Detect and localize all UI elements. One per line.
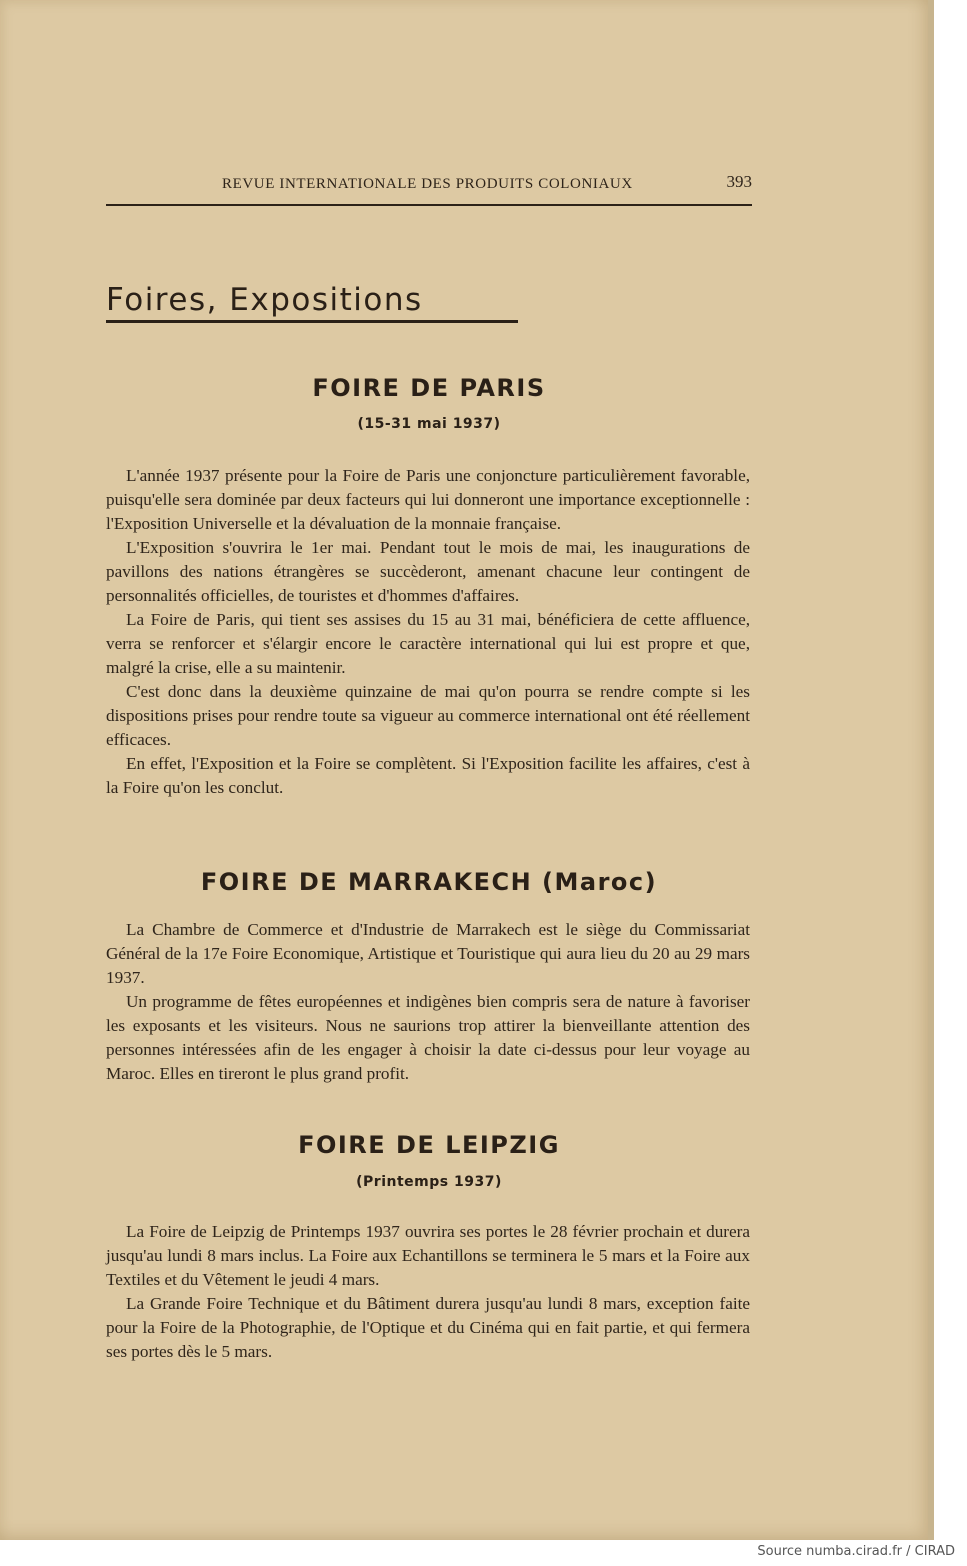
article-body-leipzig (106, 1220, 750, 1364)
paragraph: La Foire de Paris, qui tient ses assises du 15 au 31 mai, bénéficiera de cette affluence, verra se renforcer et s'élargir encore le caractère international qui lui est propre et que, malgré la crise, elle a su maintenir. (106, 610, 750, 677)
paragraph: La Foire de Leipzig de Printemps 1937 ouvrira ses portes le 28 février prochain et durera jusqu'au lundi 8 mars inclus. La Foire aux Echantillons se terminera le 5 mars et la Foire aux Textiles et du Vêtement le jeudi 4 mars. (106, 1222, 750, 1289)
article-body-marrakech (106, 918, 750, 1086)
section-heading: Foires, Expositions (106, 282, 518, 323)
paragraph: La Grande Foire Technique et du Bâtiment durera jusqu'au lundi 8 mars, exception faite pour la Foire de la Photographie, de l'Optique et du Cinéma qui en fait partie, et qui fermera ses portes dès le 5 mars. (106, 1294, 750, 1361)
paragraph: La Chambre de Commerce et d'Industrie de Marrakech est le siège du Commissariat Général de la 17e Foire Economique, Artistique et Touristique qui aura lieu du 20 au 29 mars 1937. (106, 920, 750, 987)
article-title-paris: FOIRE DE PARIS (312, 374, 546, 402)
paragraph: En effet, l'Exposition et la Foire se complètent. Si l'Exposition facilite les affaires, c'est à la Foire qu'on les conclut. (106, 754, 750, 797)
paragraph: Un programme de fêtes européennes et indigènes bien compris sera de nature à favoriser les exposants et les visiteurs. Nous ne saurions trop attirer la bienveillante attention des personnes intéressées afin de les engager à choisir la date ci-dessus pour leur voyage au Maroc. Elles en tireront le plus grand profit. (106, 992, 750, 1083)
running-header (106, 168, 752, 206)
article-subtitle-paris: (15-31 mai 1937) (357, 416, 501, 432)
page-number: 393 (726, 172, 752, 191)
source-attribution: Source numba.cirad.fr / CIRAD (757, 1544, 955, 1559)
paragraph: L'année 1937 présente pour la Foire de Paris une conjoncture particulièrement favorable, puisqu'elle sera dominée par deux facteurs qui lui donneront une importance exceptionnelle : l'Exposition Universelle et la dévaluation de la monnaie française. (106, 466, 750, 533)
article-body-paris (106, 464, 750, 800)
article-subtitle-leipzig: (Printemps 1937) (356, 1174, 502, 1190)
article-title-leipzig: FOIRE DE LEIPZIG (298, 1131, 560, 1159)
page-edge (928, 0, 934, 1540)
paragraph: C'est donc dans la deuxième quinzaine de mai qu'on pourra se rendre compte si les dispositions prises pour rendre toute sa vigueur au commerce international ont été réellement efficaces. (106, 682, 750, 749)
article-title-marrakech: FOIRE DE MARRAKECH (Maroc) (200, 868, 658, 896)
paragraph: L'Exposition s'ouvrira le 1er mai. Pendant tout le mois de mai, les inaugurations de pavillons des nations étrangères se succèderont, amenant chacune leur contingent de personnalités officielles, de touristes et d'hommes d'affaires. (106, 538, 750, 605)
journal-title: REVUE INTERNATIONALE DES PRODUITS COLONIAUX (222, 176, 633, 192)
